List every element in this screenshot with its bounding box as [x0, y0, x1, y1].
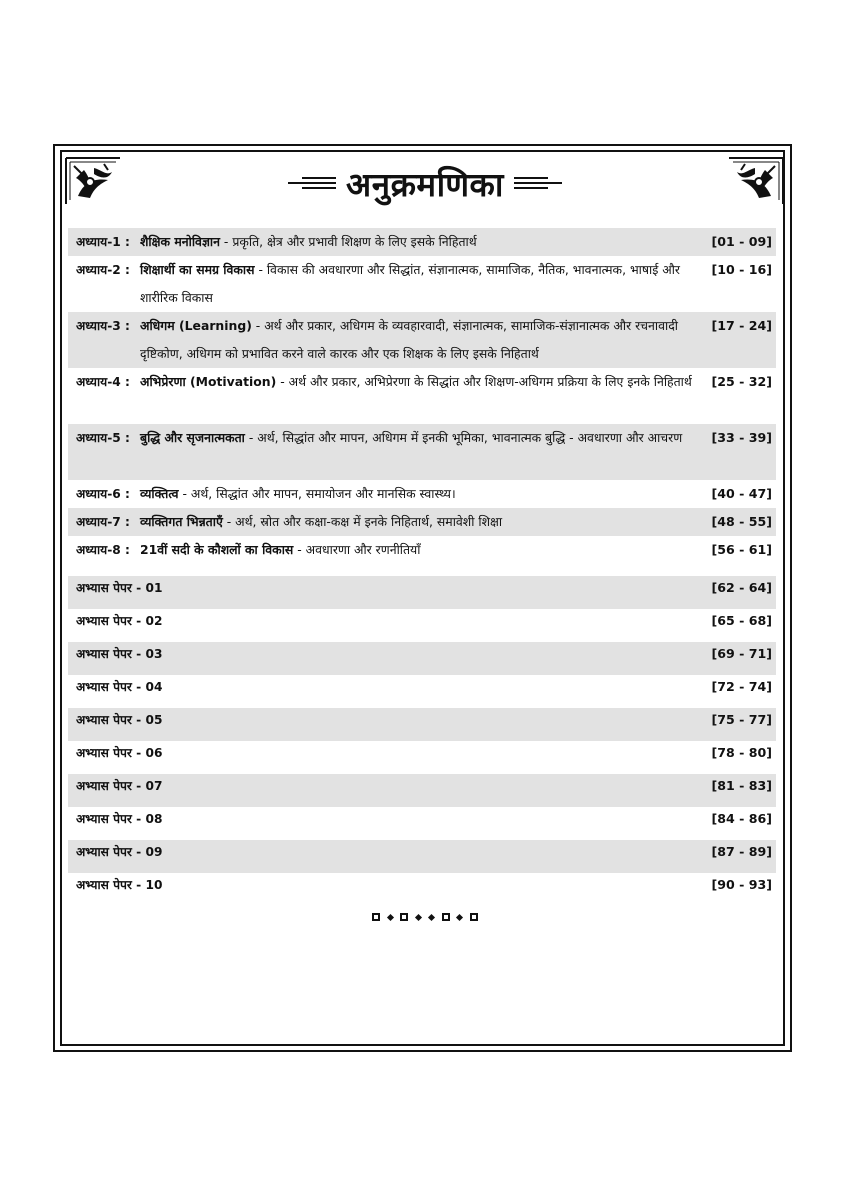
chapter-text: [140, 480, 698, 508]
practice-paper-row: [68, 873, 776, 906]
page-range: [56 - 61]: [711, 542, 772, 557]
chapter-number: अध्याय-6 :: [76, 487, 130, 501]
practice-paper-label: अभ्यास पेपर - 05: [76, 713, 163, 727]
page-range: [87 - 89]: [711, 844, 772, 859]
chapter-number: अध्याय-2 :: [76, 263, 130, 277]
page-range: [90 - 93]: [711, 877, 772, 892]
page-range: [69 - 71]: [711, 646, 772, 661]
chapter-number: अध्याय-7 :: [76, 515, 130, 529]
chapter-title: शिक्षार्थी का समग्र विकास: [140, 262, 255, 277]
chapter-number: अध्याय-1 :: [76, 235, 130, 249]
practice-paper-label: अभ्यास पेपर - 04: [76, 680, 163, 694]
chapter-description: - अर्थ, स्रोत और कक्षा-कक्ष में इनके निहितार्थ, समावेशी शिक्षा: [222, 514, 503, 529]
practice-paper-row: [68, 840, 776, 873]
practice-paper-label: अभ्यास पेपर - 10: [76, 878, 163, 892]
practice-paper-label: अभ्यास पेपर - 06: [76, 746, 163, 760]
chapter-title: बुद्धि और सृजनात्मकता: [140, 430, 245, 445]
practice-paper-row: [68, 675, 776, 708]
page-range: [81 - 83]: [711, 778, 772, 793]
practice-paper-row: [68, 708, 776, 741]
chapter-text: [140, 312, 698, 368]
floral-corner-icon: [64, 156, 122, 206]
chapter-row: [68, 480, 776, 508]
chapter-row: [68, 536, 776, 564]
chapter-title: व्यक्तिगत भिन्नताएँ: [140, 514, 223, 529]
practice-paper-label: अभ्यास पेपर - 07: [76, 779, 163, 793]
page-range: [33 - 39]: [711, 430, 772, 445]
page-range: [10 - 16]: [711, 262, 772, 277]
page-range: [40 - 47]: [711, 486, 772, 501]
chapter-text: [140, 228, 698, 256]
practice-paper-row: [68, 576, 776, 609]
page-range: [01 - 09]: [711, 234, 772, 249]
chapter-text: [140, 368, 698, 396]
chapter-list: [68, 228, 776, 564]
chapter-description: - अवधारणा और रणनीतियाँ: [293, 542, 421, 557]
chapter-number: अध्याय-4 :: [76, 375, 130, 389]
practice-paper-label: अभ्यास पेपर - 08: [76, 812, 163, 826]
chapter-row: [68, 228, 776, 256]
practice-paper-row: [68, 774, 776, 807]
chapter-title: 21वीं सदी के कौशलों का विकास: [140, 542, 294, 557]
practice-paper-row: [68, 642, 776, 675]
page-range: [25 - 32]: [711, 374, 772, 389]
chapter-description: - प्रकृति, क्षेत्र और प्रभावी शिक्षण के लिए इसके निहितार्थ: [219, 234, 477, 249]
chapter-title: शैक्षिक मनोविज्ञान: [140, 234, 220, 249]
practice-paper-list: [68, 576, 776, 906]
page-range: [78 - 80]: [711, 745, 772, 760]
chapter-description: - अर्थ और प्रकार, अभिप्रेरणा के सिद्धांत और शिक्षण-अधिगम प्रक्रिया के लिए इनके निहितार्थ: [276, 374, 692, 389]
table-of-contents: [68, 228, 776, 906]
chapter-description: - अर्थ, सिद्धांत और मापन, अधिगम में इनकी भूमिका, भावनात्मक बुद्धि - अवधारणा और आचरण: [244, 430, 683, 445]
chapter-text: [140, 256, 698, 312]
chapter-description: - विकास की अवधारणा और सिद्धांत, संज्ञानात्मक, सामाजिक, नैतिक, भावनात्मक, भाषाई और शारीरिक विकास: [140, 262, 681, 305]
chapter-row: [68, 424, 776, 480]
chapter-title: अभिप्रेरणा (Motivation): [140, 374, 277, 389]
practice-paper-row: [68, 807, 776, 840]
practice-paper-label: अभ्यास पेपर - 09: [76, 845, 163, 859]
practice-paper-label: अभ्यास पेपर - 02: [76, 614, 163, 628]
floral-corner-icon: [727, 156, 785, 206]
practice-paper-label: अभ्यास पेपर - 03: [76, 647, 163, 661]
page-range: [48 - 55]: [711, 514, 772, 529]
chapter-title: व्यक्तित्व: [140, 486, 179, 501]
chapter-row: [68, 312, 776, 368]
chapter-row: [68, 508, 776, 536]
chapter-text: [140, 424, 698, 452]
page-heading: [260, 158, 590, 208]
chapter-row: [68, 368, 776, 424]
heading-right-rule: [514, 176, 562, 190]
practice-paper-row: [68, 741, 776, 774]
page-range: [65 - 68]: [711, 613, 772, 628]
page-title: अनुक्रमणिका: [346, 164, 504, 204]
practice-paper-label: अभ्यास पेपर - 01: [76, 581, 163, 595]
chapter-text: [140, 536, 698, 564]
square-diamond-separator-icon: [372, 910, 478, 924]
page-range: [84 - 86]: [711, 811, 772, 826]
chapter-number: अध्याय-5 :: [76, 431, 130, 445]
chapter-number: अध्याय-8 :: [76, 543, 130, 557]
heading-left-rule: [288, 176, 336, 190]
chapter-description: - अर्थ और प्रकार, अधिगम के व्यवहारवादी, संज्ञानात्मक, सामाजिक-संज्ञानात्मक और रचनावादी दृष्टिकोण, अधिगम को प्रभावित करने वाले कारक और एक शिक्षक के लिए इसके निहितार्थ: [140, 318, 678, 361]
page-range: [75 - 77]: [711, 712, 772, 727]
page-range: [17 - 24]: [711, 318, 772, 333]
chapter-text: [140, 508, 698, 536]
page-range: [62 - 64]: [711, 580, 772, 595]
chapter-number: अध्याय-3 :: [76, 319, 130, 333]
page-range: [72 - 74]: [711, 679, 772, 694]
chapter-description: - अर्थ, सिद्धांत और मापन, समायोजन और मानसिक स्वास्थ्य।: [178, 486, 456, 501]
chapter-row: [68, 256, 776, 312]
practice-paper-row: [68, 609, 776, 642]
chapter-title: अधिगम (Learning): [140, 318, 252, 333]
